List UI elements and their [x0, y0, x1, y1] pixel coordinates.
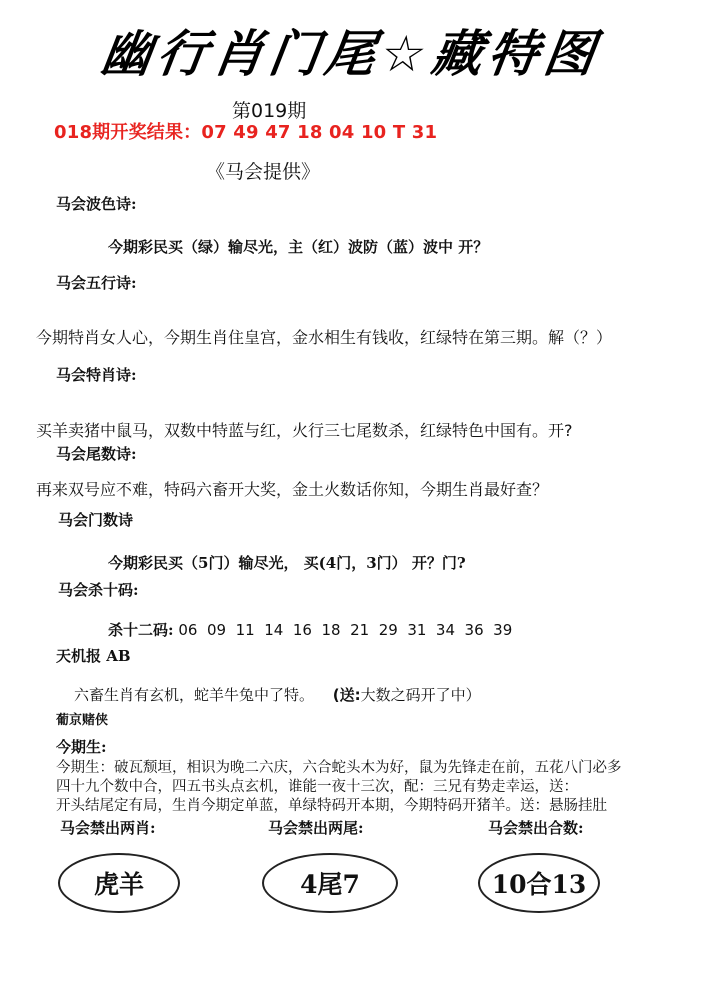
ban-sum-value: 10合13	[491, 870, 587, 899]
kill-prefix: 杀十二码:	[108, 621, 174, 639]
zodiac-poem-label: 马会特肖诗:	[56, 366, 137, 384]
page-title: 幽行肖门尾☆藏特图	[97, 25, 605, 83]
ban-zodiac-value: 虎羊	[93, 870, 144, 899]
ban-zodiac-oval	[58, 853, 180, 913]
five-element-label: 马会五行诗:	[56, 274, 137, 292]
tianji-text-row	[74, 684, 481, 705]
ban-tail-oval	[262, 853, 398, 913]
door-poem-label: 马会门数诗	[58, 511, 134, 529]
five-element-poem: 今期特肖女人心，今期生肖住皇宫，金水相生有钱收，红绿特在第三期。解（？）	[36, 328, 613, 347]
provider-label: 《马会提供》	[206, 161, 321, 183]
tail-poem: 再来双号应不难，特码六畜开大奖，金土火数话你知，今期生肖最好查？	[36, 480, 549, 499]
ban-sum-label: 马会禁出合数:	[488, 819, 584, 837]
kill-numbers-row	[108, 619, 512, 640]
tianji-text: 六畜生肖有玄机，蛇羊牛兔中了特。	[74, 686, 315, 704]
today-line-2: 四十九个数中合，四五书头点玄机，谁能一夜十三次，配：三兄有势走幸运，送：	[56, 779, 578, 795]
tail-poem-label: 马会尾数诗:	[56, 445, 137, 463]
draw-result: 018期开奖结果：07 49 47 18 04 10 T 31	[54, 122, 438, 143]
ban-zodiac-label: 马会禁出两肖:	[60, 819, 156, 837]
kill-label: 马会杀十码:	[58, 581, 139, 599]
issue-number: 第019期	[232, 100, 307, 122]
ban-tail-label: 马会禁出两尾:	[268, 819, 364, 837]
wave-poem: 今期彩民买（绿）输尽光，主（红）波防（蓝）波中 开？	[108, 238, 489, 256]
today-label: 今期生:	[56, 738, 107, 756]
today-line-1: 今期生：破瓦颓垣，相识为晚二六庆，六合蛇头木为好，鼠为先锋走在前，五花八门必多	[56, 760, 622, 776]
ban-sum-oval	[478, 853, 600, 913]
tianji-send-text: 大数之码开了中）	[360, 686, 481, 704]
today-line-3: 开头结尾定有局，生肖今期定单蓝，单绿特码开本期，今期特码开猪羊。送：悬肠挂肚	[56, 798, 607, 814]
ban-tail-value: 4尾7	[300, 870, 360, 899]
wave-poem-label: 马会波色诗:	[56, 195, 137, 213]
door-poem: 今期彩民买（5门）输尽光， 买(4门，3门） 开？门?	[108, 554, 466, 572]
kill-numbers: 06 09 11 14 16 18 21 29 31 34 36 39	[178, 621, 513, 639]
pujing-label: 葡京赌侠	[56, 713, 109, 728]
zodiac-poem: 买羊卖猪中鼠马，双数中特蓝与红，火行三七尾数杀，红绿特色中国有。开?	[36, 421, 573, 440]
tianji-send-label: (送:	[332, 686, 361, 704]
tianji-label: 天机报 AB	[56, 647, 131, 665]
